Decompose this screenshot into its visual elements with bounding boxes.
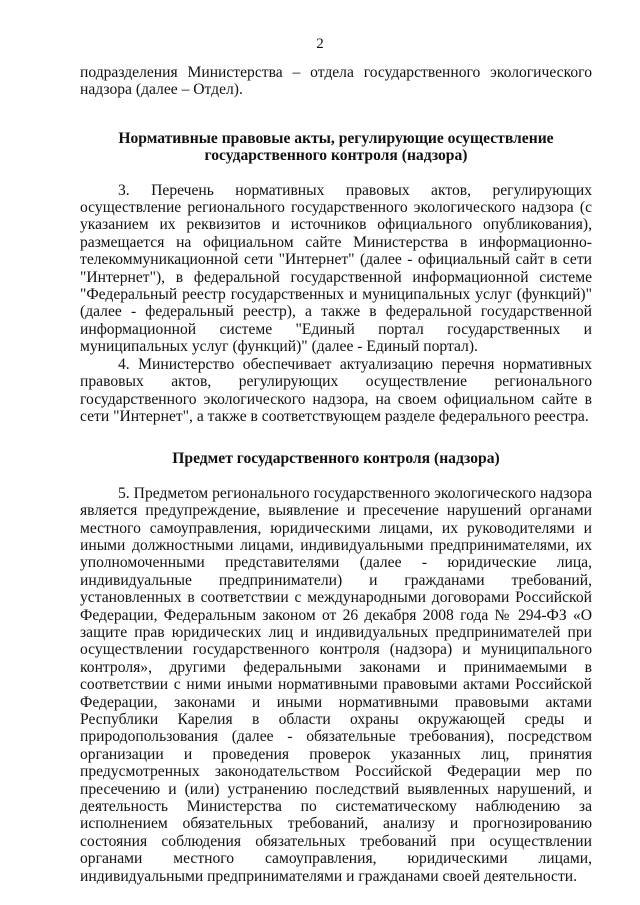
paragraph-4: 4. Министерство обеспечивает актуализацию перечня нормативных правовых актов, регулирующих осуществление регионального государственного экологического надзора, на своем официальном сайте в сети "Интернет", а также в соответствующем разделе федерального реестра. bbox=[80, 355, 592, 425]
document-body bbox=[80, 64, 592, 885]
section-heading-legal-acts: Нормативные правовые акты, регулирующие осуществление государственного контроля (надзора) bbox=[118, 129, 554, 165]
section-heading-subject: Предмет государственного контроля (надзора) bbox=[172, 450, 500, 468]
page-number: 2 bbox=[316, 36, 324, 52]
intro-paragraph: подразделения Министерства – отдела государственного экологического надзора (далее – Отдел). bbox=[80, 64, 592, 99]
paragraph-5: 5. Предметом регионального государственного экологического надзора является предупреждение, выявление и пресечение нарушений органами местного самоуправления, юридическими лицами, их руководителями и иными должностными лицами, индивидуальными предпринимателями, их уполномоченными представителями (далее - юридические лица, индивидуальные предприниматели) и гражданами требований, установленных в соответствии с международными договорами Российской Федерации, Федеральным законом от 26 декабря 2008 года № 294-ФЗ «О защите прав юридических лиц и индивидуальных предпринимателей при осуществлении государственного контроля (надзора) и муниципального контроля», другими федеральными законами и принимаемыми в соответствии с ними иными нормативными правовыми актами Российской Федерации, законами и иными нормативными правовыми актами Республики Карелия в области охраны окружающей среды и природопользования (далее - обязательные требования), посредством организации и проведения проверок указанных лиц, принятия предусмотренных законодательством Российской Федерации мер по пресечению и (или) устранению последствий выявленных нарушений, и деятельность Министерства по систематическому наблюдению за исполнением обязательных требований, анализу и прогнозированию состояния соблюдения обязательных требований при осуществлении органами местного самоуправления, юридическими лицами, индивидуальными предпринимателями и гражданами своей деятельности. bbox=[80, 484, 592, 885]
paragraph-3: 3. Перечень нормативных правовых актов, регулирующих осуществление регионального государственного экологического надзора (с указанием их реквизитов и источников официального опубликования), размещается на официальном сайте Министерства в информационно-телекоммуникационной сети "Интернет" (далее - официальный сайт в сети "Интернет"), в федеральной государственной информационной системе "Федеральный реестр государственных и муниципальных услуг (функций)" (далее - федеральный реестр), а также в федеральной государственной информационной системе "Единый портал государственных и муниципальных услуг (функций)" (далее - Единый портал). bbox=[80, 181, 592, 356]
